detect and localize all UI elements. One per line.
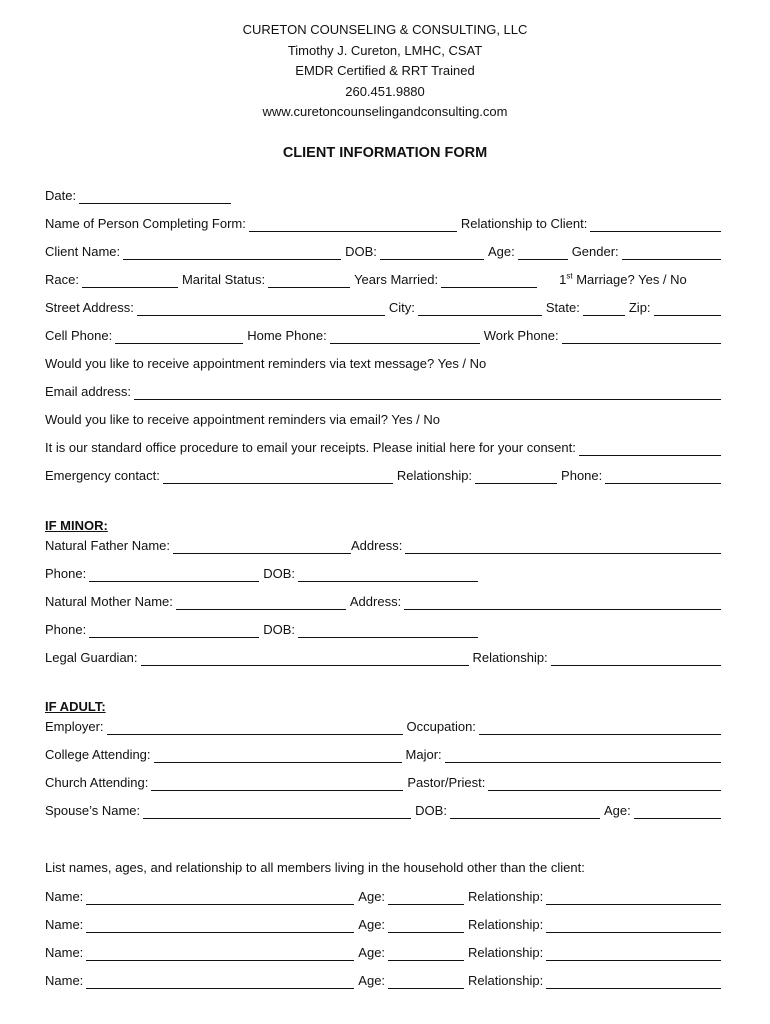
text-reminders-question[interactable]: Would you like to receive appointment reminders via text message? Yes / No (45, 356, 487, 371)
father-address-label: Address: (351, 538, 403, 553)
household-relationship-label: Relationship: (468, 973, 544, 988)
adult-section-heading: IF ADULT: (45, 699, 106, 714)
minor-section-heading: IF MINOR: (45, 518, 108, 533)
emergency-relationship-field[interactable] (475, 470, 557, 484)
date-label: Date: (45, 188, 77, 203)
zip-label: Zip: (628, 300, 651, 315)
state-field[interactable] (583, 302, 625, 316)
home-phone-label: Home Phone: (247, 328, 327, 343)
household-row (45, 887, 725, 905)
pastor-label: Pastor/Priest: (407, 775, 486, 790)
person-completing-row (45, 214, 725, 232)
spouse-label: Spouse’s Name: (45, 803, 141, 818)
household-relationship-label: Relationship: (468, 945, 544, 960)
guardian-relationship-field[interactable] (551, 652, 721, 666)
college-row (45, 745, 725, 763)
relationship-to-client-field[interactable] (590, 218, 721, 232)
certifications: EMDR Certified & RRT Trained (295, 63, 475, 78)
practice-header (0, 20, 770, 123)
relationship-to-client-label: Relationship to Client: (460, 216, 588, 231)
mother-dob-label: DOB: (263, 622, 295, 637)
mother-phone-row (45, 620, 725, 638)
spouse-row (45, 801, 725, 819)
emergency-phone-field[interactable] (605, 470, 721, 484)
household-age-label: Age: (358, 917, 386, 932)
race-field[interactable] (82, 274, 178, 288)
receipts-consent-row (45, 438, 725, 456)
guardian-field[interactable] (141, 652, 469, 666)
spouse-dob-label: DOB: (415, 803, 447, 818)
gender-field[interactable] (622, 246, 721, 260)
mother-address-field[interactable] (404, 596, 721, 610)
father-name-field[interactable] (173, 540, 351, 554)
years-married-field[interactable] (441, 274, 537, 288)
household-relationship-field[interactable] (546, 891, 721, 905)
college-label: College Attending: (45, 747, 151, 762)
household-name-label: Name: (45, 973, 84, 988)
age-field[interactable] (518, 246, 568, 260)
household-age-field[interactable] (388, 947, 464, 961)
phones-row (45, 326, 725, 344)
father-dob-label: DOB: (263, 566, 295, 581)
home-phone-field[interactable] (330, 330, 480, 344)
work-phone-label: Work Phone: (483, 328, 559, 343)
city-label: City: (388, 300, 415, 315)
college-field[interactable] (154, 749, 402, 763)
father-phone-label: Phone: (45, 566, 87, 581)
household-relationship-label: Relationship: (468, 917, 544, 932)
years-married-label: Years Married: (354, 272, 439, 287)
mother-name-label: Natural Mother Name: (45, 594, 173, 609)
client-name-row (45, 242, 725, 260)
race-label: Race: (45, 272, 79, 287)
household-name-label: Name: (45, 889, 84, 904)
church-row (45, 773, 725, 791)
person-completing-label: Name of Person Completing Form: (45, 216, 246, 231)
occupation-label: Occupation: (406, 719, 476, 734)
client-name-label: Client Name: (45, 244, 121, 259)
client-name-field[interactable] (123, 246, 341, 260)
emergency-contact-label: Emergency contact: (45, 468, 160, 483)
mother-name-field[interactable] (176, 596, 346, 610)
spouse-field[interactable] (143, 805, 411, 819)
guardian-row (45, 648, 725, 666)
street-address-label: Street Address: (45, 300, 134, 315)
date-row (45, 186, 725, 204)
person-completing-field[interactable] (249, 218, 457, 232)
employer-field[interactable] (107, 721, 403, 735)
household-relationship-field[interactable] (546, 919, 721, 933)
practice-phone: 260.451.9880 (345, 83, 425, 99)
race-row (45, 270, 725, 288)
emergency-phone-label: Phone: (561, 468, 603, 483)
household-name-field[interactable] (86, 975, 354, 989)
household-relationship-field[interactable] (546, 975, 721, 989)
major-field[interactable] (445, 749, 721, 763)
household-name-field[interactable] (86, 891, 354, 905)
household-age-field[interactable] (388, 891, 464, 905)
household-age-label: Age: (358, 945, 386, 960)
household-name-label: Name: (45, 945, 84, 960)
first-marriage-label: 1st Marriage? Yes / No (559, 271, 687, 287)
city-field[interactable] (418, 302, 542, 316)
employer-row (45, 717, 725, 735)
spouse-dob-field[interactable] (450, 805, 600, 819)
mother-phone-field[interactable] (89, 624, 259, 638)
household-age-field[interactable] (388, 975, 464, 989)
practice-website: www.curetoncounselingandconsulting.com (262, 104, 508, 119)
practice-name: CURETON COUNSELING & CONSULTING, LLC (242, 22, 528, 37)
email-reminders-row (45, 410, 725, 428)
mother-dob-field[interactable] (298, 624, 478, 638)
marital-status-field[interactable] (268, 274, 350, 288)
email-label: Email address: (45, 384, 131, 399)
date-field[interactable] (79, 190, 231, 204)
major-label: Major: (405, 747, 442, 762)
cell-phone-field[interactable] (115, 330, 243, 344)
text-reminders-row (45, 354, 725, 372)
marital-status-label: Marital Status: (181, 272, 266, 287)
guardian-relationship-label: Relationship: (472, 650, 548, 665)
household-relationship-field[interactable] (546, 947, 721, 961)
dob-label: DOB: (345, 244, 377, 259)
form-title: CLIENT INFORMATION FORM (282, 145, 488, 161)
father-dob-field[interactable] (298, 568, 478, 582)
household-age-field[interactable] (388, 919, 464, 933)
household-age-label: Age: (358, 889, 386, 904)
guardian-label: Legal Guardian: (45, 650, 138, 665)
occupation-field[interactable] (479, 721, 721, 735)
household-age-label: Age: (358, 973, 386, 988)
church-field[interactable] (151, 777, 403, 791)
household-relationship-label: Relationship: (468, 889, 544, 904)
age-label: Age: (487, 244, 515, 259)
emergency-relationship-label: Relationship: (396, 468, 473, 483)
email-row (45, 382, 725, 400)
church-label: Church Attending: (45, 775, 149, 790)
state-label: State: (545, 300, 580, 315)
household-row (45, 971, 725, 989)
zip-field[interactable] (654, 302, 721, 316)
address-row (45, 298, 725, 316)
household-name-field[interactable] (86, 947, 354, 961)
work-phone-field[interactable] (562, 330, 721, 344)
household-row (45, 915, 725, 933)
mother-row (45, 592, 725, 610)
street-address-field[interactable] (137, 302, 385, 316)
emergency-contact-row (45, 466, 725, 484)
gender-label: Gender: (571, 244, 619, 259)
father-name-label: Natural Father Name: (45, 538, 170, 553)
father-address-field[interactable] (405, 540, 721, 554)
email-field[interactable] (134, 386, 721, 400)
pastor-field[interactable] (488, 777, 721, 791)
email-reminders-question[interactable]: Would you like to receive appointment reminders via email? Yes / No (45, 412, 441, 427)
employer-label: Employer: (45, 719, 104, 734)
spouse-age-field[interactable] (634, 805, 721, 819)
cell-phone-label: Cell Phone: (45, 328, 113, 343)
emergency-contact-field[interactable] (163, 470, 393, 484)
mother-phone-label: Phone: (45, 622, 87, 637)
receipts-consent-initial-field[interactable] (579, 442, 721, 456)
household-row (45, 943, 725, 961)
household-name-label: Name: (45, 917, 84, 932)
household-name-field[interactable] (86, 919, 354, 933)
receipts-consent-label: It is our standard office procedure to email your receipts. Please initial here for your consent: (45, 440, 576, 455)
mother-address-label: Address: (349, 594, 402, 609)
dob-field[interactable] (380, 246, 484, 260)
father-row (45, 536, 725, 554)
spouse-age-label: Age: (603, 803, 631, 818)
father-phone-field[interactable] (89, 568, 259, 582)
clinician-name: Timothy J. Cureton, LMHC, CSAT (287, 42, 483, 58)
household-intro: List names, ages, and relationship to all members living in the household other than the client: (45, 860, 585, 875)
father-phone-row (45, 564, 725, 582)
